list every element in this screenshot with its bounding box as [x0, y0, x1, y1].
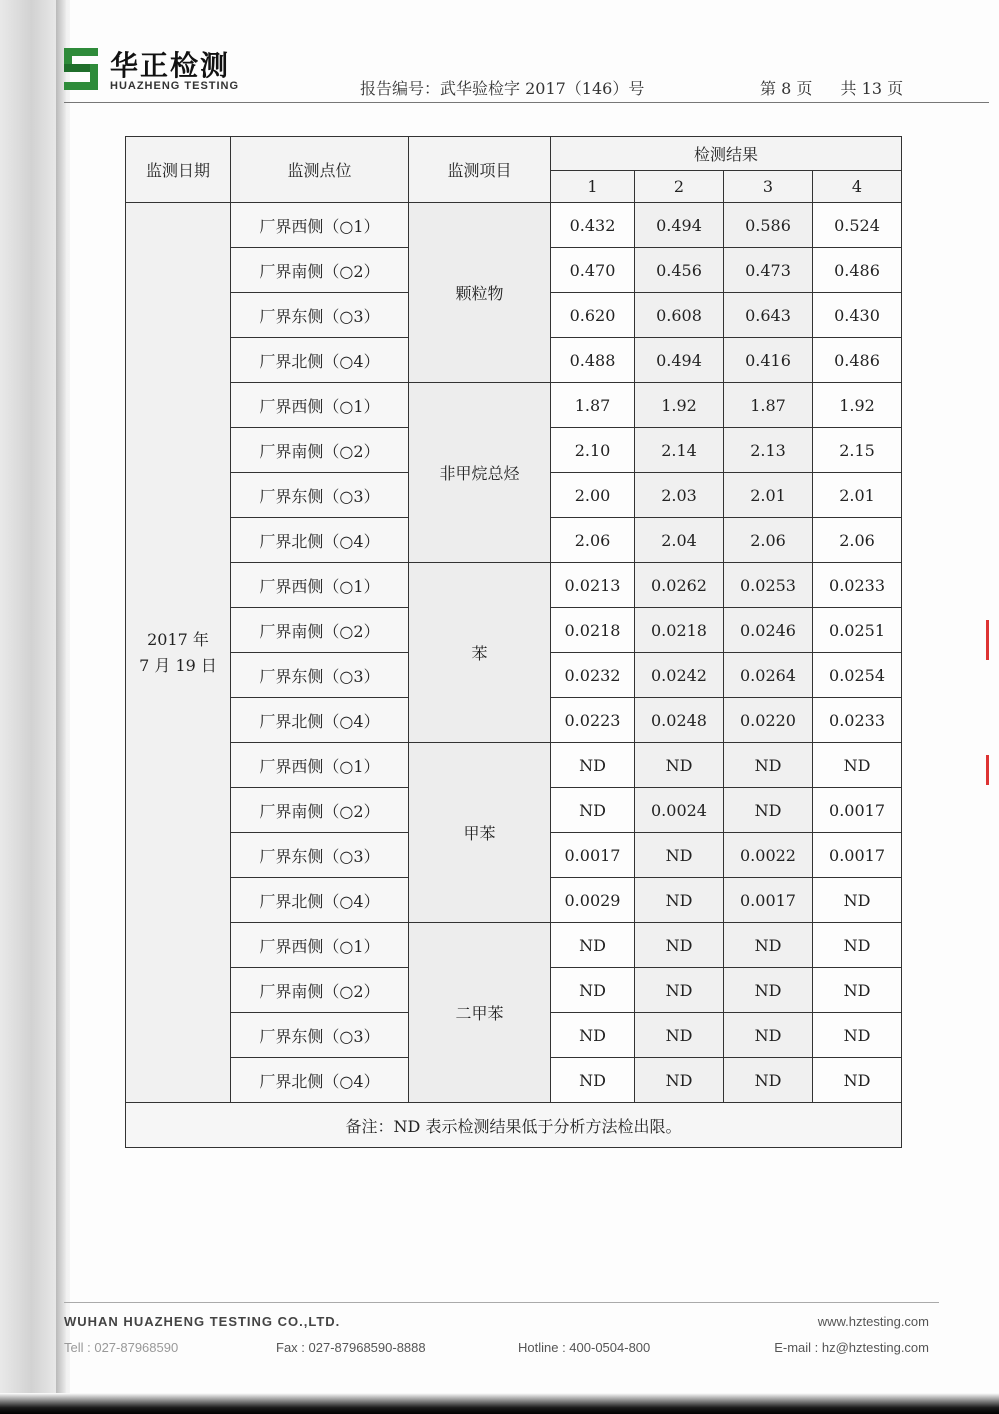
item-cell: 苯: [409, 563, 551, 743]
result-cell: ND: [724, 923, 813, 968]
scan-shadow-bottom: [0, 1393, 999, 1414]
result-cell: 0.0017: [813, 788, 902, 833]
report-number: 报告编号：武华验检字 2017（146）号: [360, 79, 645, 98]
result-cell: ND: [635, 968, 724, 1013]
point-cell: 厂界西侧（○1）: [231, 383, 409, 428]
result-cell: 0.0233: [813, 563, 902, 608]
header-result-2: 2: [635, 171, 724, 203]
result-cell: 0.0251: [813, 608, 902, 653]
logo-english-name: HUAZHENG TESTING: [110, 80, 240, 92]
point-cell: 厂界西侧（○1）: [231, 923, 409, 968]
footer-email: E-mail : hz@hztesting.com: [774, 1340, 929, 1355]
point-cell: 厂界南侧（○2）: [231, 428, 409, 473]
result-cell: ND: [635, 1058, 724, 1103]
stamp-edge-mark: [986, 755, 989, 785]
result-cell: 0.494: [635, 338, 724, 383]
result-cell: 2.14: [635, 428, 724, 473]
point-cell: 厂界南侧（○2）: [231, 788, 409, 833]
page-total: 共 13 页: [840, 79, 904, 98]
item-cell: 二甲苯: [409, 923, 551, 1103]
result-cell: 0.0223: [551, 698, 635, 743]
point-cell: 厂界东侧（○3）: [231, 1013, 409, 1058]
point-cell: 厂界西侧（○1）: [231, 743, 409, 788]
point-cell: 厂界北侧（○4）: [231, 878, 409, 923]
footer-tel: Tell : 027-87968590: [64, 1340, 179, 1355]
result-cell: 2.06: [813, 518, 902, 563]
report-page: [64, 0, 999, 1393]
result-cell: 0.643: [724, 293, 813, 338]
table-row: [126, 743, 902, 788]
result-cell: 2.06: [551, 518, 635, 563]
result-cell: 0.608: [635, 293, 724, 338]
result-cell: 2.10: [551, 428, 635, 473]
result-cell: ND: [813, 923, 902, 968]
point-cell: 厂界北侧（○4）: [231, 518, 409, 563]
point-cell: 厂界东侧（○3）: [231, 653, 409, 698]
result-cell: ND: [813, 968, 902, 1013]
result-cell: 2.01: [813, 473, 902, 518]
footer-fax: Fax : 027-87968590-8888: [276, 1340, 426, 1355]
table-note: 备注：ND 表示检测结果低于分析方法检出限。: [126, 1103, 902, 1148]
result-cell: 0.0024: [635, 788, 724, 833]
result-cell: ND: [724, 1013, 813, 1058]
footer-website: www.hztesting.com: [817, 1314, 929, 1329]
result-cell: 2.13: [724, 428, 813, 473]
result-cell: 0.0017: [813, 833, 902, 878]
result-cell: 0.0218: [635, 608, 724, 653]
date-cell: [126, 203, 231, 1103]
result-cell: 2.04: [635, 518, 724, 563]
result-cell: 0.0218: [551, 608, 635, 653]
footer-divider: [64, 1302, 939, 1303]
logo-chinese-name: 华正检测: [110, 49, 231, 82]
header-result-4: 4: [813, 171, 902, 203]
header-result-1: 1: [551, 171, 635, 203]
footer-company: WUHAN HUAZHENG TESTING CO.,LTD.: [64, 1314, 341, 1329]
result-cell: ND: [724, 788, 813, 833]
result-cell: 0.470: [551, 248, 635, 293]
result-cell: ND: [551, 1058, 635, 1103]
point-cell: 厂界北侧（○4）: [231, 338, 409, 383]
result-cell: 0.432: [551, 203, 635, 248]
result-cell: ND: [551, 968, 635, 1013]
result-cell: ND: [551, 923, 635, 968]
result-cell: 0.0248: [635, 698, 724, 743]
table-row: [126, 383, 902, 428]
result-cell: 0.494: [635, 203, 724, 248]
item-cell: 颗粒物: [409, 203, 551, 383]
result-cell: ND: [813, 743, 902, 788]
date-year: 2017 年: [147, 629, 209, 649]
result-cell: 0.0022: [724, 833, 813, 878]
header-divider: [64, 102, 989, 103]
result-cell: 0.430: [813, 293, 902, 338]
result-cell: 0.0254: [813, 653, 902, 698]
result-cell: 2.00: [551, 473, 635, 518]
result-cell: ND: [724, 743, 813, 788]
point-cell: 厂界西侧（○1）: [231, 203, 409, 248]
result-cell: 0.0253: [724, 563, 813, 608]
result-cell: 0.0264: [724, 653, 813, 698]
point-cell: 厂界北侧（○4）: [231, 1058, 409, 1103]
result-cell: ND: [813, 1013, 902, 1058]
result-cell: ND: [635, 743, 724, 788]
result-cell: 0.0220: [724, 698, 813, 743]
point-cell: 厂界西侧（○1）: [231, 563, 409, 608]
result-cell: 2.03: [635, 473, 724, 518]
point-cell: 厂界南侧（○2）: [231, 968, 409, 1013]
result-cell: 1.87: [551, 383, 635, 428]
result-cell: 1.87: [724, 383, 813, 428]
table-row: [126, 923, 902, 968]
result-cell: ND: [635, 923, 724, 968]
page-current: 第 8 页: [760, 79, 813, 98]
logo-mark-icon: [64, 48, 98, 90]
result-cell: 0.0262: [635, 563, 724, 608]
result-cell: 2.15: [813, 428, 902, 473]
point-cell: 厂界东侧（○3）: [231, 293, 409, 338]
result-cell: 1.92: [635, 383, 724, 428]
result-cell: ND: [724, 1058, 813, 1103]
result-cell: 0.0017: [551, 833, 635, 878]
point-cell: 厂界南侧（○2）: [231, 608, 409, 653]
result-cell: 0.488: [551, 338, 635, 383]
result-cell: 0.473: [724, 248, 813, 293]
results-table: [125, 136, 902, 1148]
result-cell: ND: [813, 878, 902, 923]
date-day: 7 月 19 日: [139, 655, 217, 675]
result-cell: 0.0242: [635, 653, 724, 698]
result-cell: 0.486: [813, 338, 902, 383]
table-row: [126, 563, 902, 608]
result-cell: 2.01: [724, 473, 813, 518]
result-cell: 0.620: [551, 293, 635, 338]
result-cell: ND: [635, 833, 724, 878]
result-cell: 0.0232: [551, 653, 635, 698]
footer-hotline: Hotline : 400-0504-800: [518, 1340, 651, 1355]
result-cell: ND: [551, 743, 635, 788]
point-cell: 厂界南侧（○2）: [231, 248, 409, 293]
point-cell: 厂界东侧（○3）: [231, 473, 409, 518]
result-cell: 0.0246: [724, 608, 813, 653]
company-logo: [64, 44, 274, 96]
result-cell: ND: [813, 1058, 902, 1103]
result-cell: ND: [551, 1013, 635, 1058]
result-cell: 0.0233: [813, 698, 902, 743]
header-point: 监测点位: [231, 137, 409, 203]
result-cell: ND: [635, 878, 724, 923]
header-date: 监测日期: [126, 137, 231, 203]
header-result: 检测结果: [551, 137, 902, 171]
result-cell: 1.92: [813, 383, 902, 428]
result-cell: ND: [724, 968, 813, 1013]
result-cell: 0.586: [724, 203, 813, 248]
item-cell: 非甲烷总烃: [409, 383, 551, 563]
result-cell: 0.486: [813, 248, 902, 293]
item-cell: 甲苯: [409, 743, 551, 923]
result-cell: 0.0213: [551, 563, 635, 608]
table-row: [126, 203, 902, 248]
result-cell: ND: [551, 788, 635, 833]
result-cell: 0.456: [635, 248, 724, 293]
result-cell: 0.524: [813, 203, 902, 248]
point-cell: 厂界北侧（○4）: [231, 698, 409, 743]
stamp-edge-mark: [986, 620, 989, 660]
result-cell: 2.06: [724, 518, 813, 563]
page-indicator: [760, 76, 903, 99]
result-cell: 0.416: [724, 338, 813, 383]
result-cell: ND: [635, 1013, 724, 1058]
result-cell: 0.0017: [724, 878, 813, 923]
header-item: 监测项目: [409, 137, 551, 203]
result-cell: 0.0029: [551, 878, 635, 923]
header-result-3: 3: [724, 171, 813, 203]
point-cell: 厂界东侧（○3）: [231, 833, 409, 878]
